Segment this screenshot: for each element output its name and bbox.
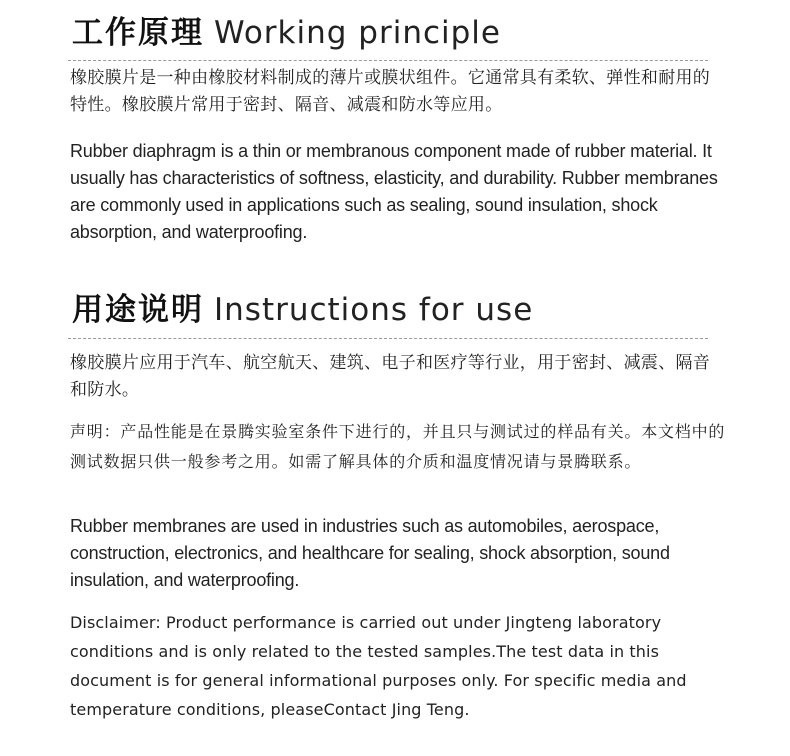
section-divider [68,338,708,339]
title-zh: 用途说明 [72,292,204,328]
title-en: Working principle [214,15,501,51]
disclaimer-en: Disclaimer: Product performance is carried out under Jingteng laboratory conditions and is only related to the tested samples.The test data in this document is for general informational purposes only. For specific media and temperature conditions, pleaseContact Jing Teng. [70,613,687,719]
section-title-instructions [72,292,534,328]
paragraph-zh: 橡胶膜片应用于汽车、航空航天、建筑、电子和医疗等行业，用于密封、减震、隔音和防水。 [70,353,711,400]
section-divider [68,60,708,61]
disclaimer-zh: 声明：产品性能是在景腾实验室条件下进行的，并且只与测试过的样品有关。本文档中的测试数据只供一般参考之用。如需了解具体的介质和温度情况请与景腾联系。 [70,422,726,471]
paragraph-zh: 橡胶膜片是一种由橡胶材料制成的薄片或膜状组件。它通常具有柔软、弹性和耐用的特性。橡胶膜片常用于密封、隔音、减震和防水等应用。 [70,68,711,115]
paragraph-en: Rubber membranes are used in industries such as automobiles, aerospace, construction, electronics, and healthcare for sealing, shock absorption, sound insulation, and waterproofing. [70,516,670,590]
title-zh: 工作原理 [72,15,204,51]
section-title-working-principle [72,15,501,51]
paragraph-en: Rubber diaphragm is a thin or membranous component made of rubber material. It usually has characteristics of softness, elasticity, and durability. Rubber membranes are commonly used in applications such as sealing, sound insulation, shock absorption, and waterproofing. [70,141,718,242]
title-en: Instructions for use [214,292,534,328]
